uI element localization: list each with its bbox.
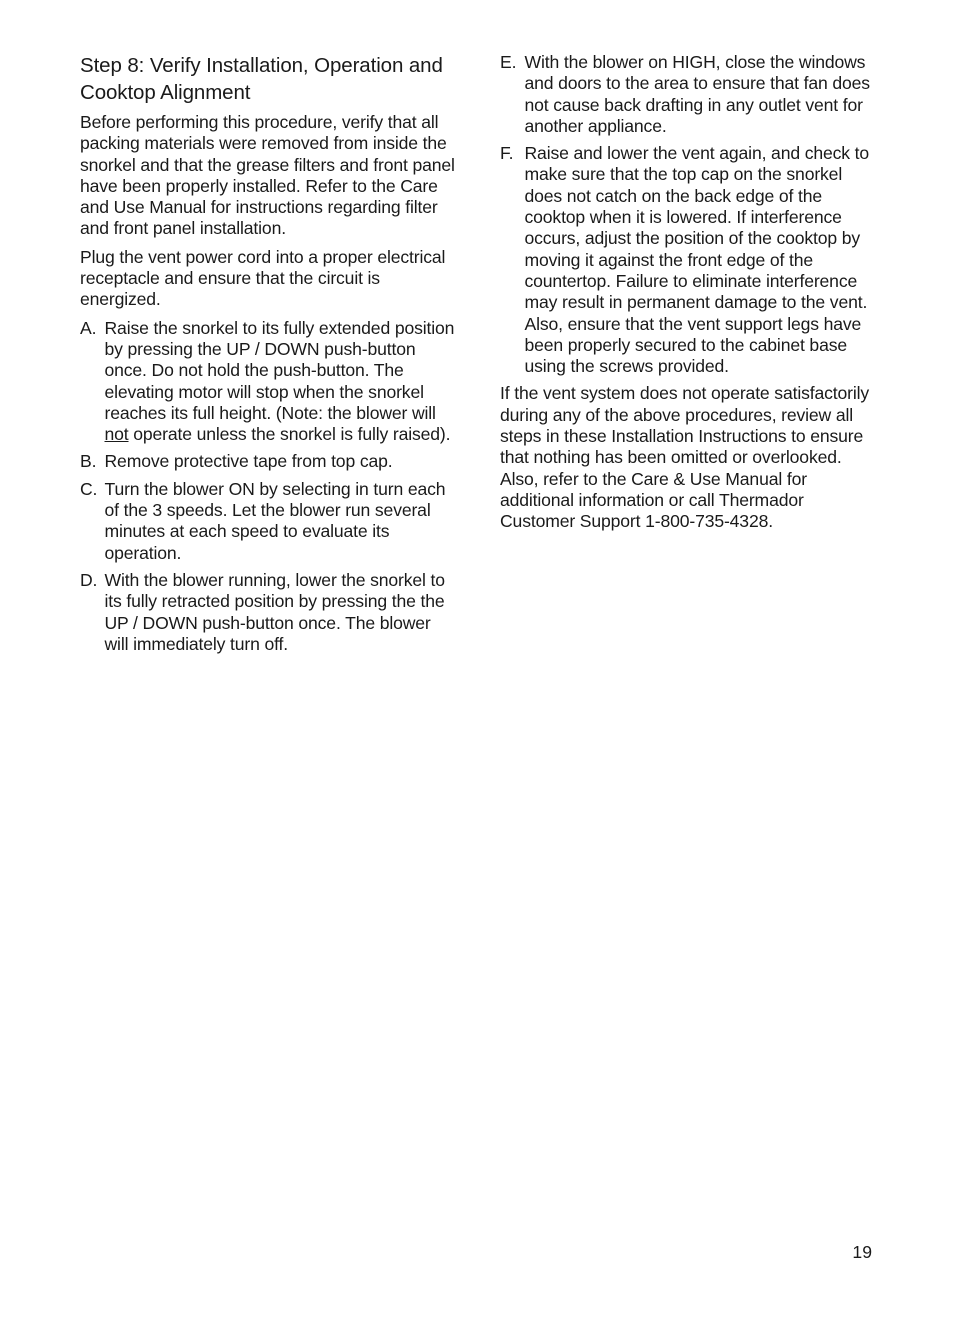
step-b-marker: B. <box>80 451 97 472</box>
step-c-marker: C. <box>80 478 98 499</box>
closing-paragraph: If the vent system does not operate satisfactorily during any of the above procedures, review all steps in these Installation Instructions to ensure that nothing has been omitted or overlooked. Also, refer to the Care & Use Manual for additional information or call Thermador Customer Support 1-800-735-4328. <box>500 383 869 532</box>
intro-paragraph: Before performing this procedure, verify that all packing materials were removed from inside the snorkel and that the grease filters and front panel have been properly installed. Refer to the Care and Use Manual for instructions regarding filter and front panel installation. <box>80 112 455 239</box>
step-a-marker: A. <box>80 317 97 338</box>
step-a-text <box>105 318 459 446</box>
step-b-text: Remove protective tape from top cap. <box>104 451 393 472</box>
step-b <box>80 451 458 472</box>
step-f <box>500 143 878 377</box>
step-a <box>80 318 458 446</box>
step-e-marker: E. <box>500 52 517 72</box>
step-c-text: Turn the blower ON by selecting in turn each of the 3 speeds. Let the blower run several minutes at each speed to evaluate its operation. <box>104 478 446 563</box>
step-c <box>80 479 458 564</box>
step-f-text: Raise and lower the vent again, and check to make sure that the top cap on the snorkel does not catch on the back edge of the cooktop when it is lowered. If interference occurs, adjust the position of the cooktop by moving it against the front edge of the countertop. Failure to eliminate interference may result in permanent damage to the vent. Also, ensure that the vent support legs have been properly secured to the cabinet base using the screws provided. <box>524 143 870 377</box>
step-f-marker: F. <box>500 143 514 164</box>
power-paragraph: Plug the vent power cord into a proper electrical receptacle and ensure that the circuit is energized. <box>80 246 446 310</box>
step-a-text-after: operate unless the snorkel is fully raised). <box>128 424 451 445</box>
page-number: 19 <box>852 1242 872 1262</box>
section-heading: Step 8: Verify Installation, Operation and Cooktop Alignment <box>80 54 443 104</box>
step-a-emphasis: not <box>104 424 129 445</box>
step-d-text: With the blower running, lower the snorkel to its fully retracted position by pressing the the UP / DOWN push-button once. The blower will immediately turn off. <box>104 569 445 654</box>
step-d <box>80 570 458 655</box>
step-e-text: With the blower on HIGH, close the windows and doors to the area to ensure that fan does not cause back drafting in any outlet vent for another appliance. <box>524 52 870 136</box>
step-e <box>500 52 878 137</box>
right-column <box>500 52 878 540</box>
step-a-text-before: Raise the snorkel to its fully extended position by pressing the UP / DOWN push-button once. Do not hold the push-button. The elevating motor will stop when the snorkel reaches its full height. (Note: the blower will <box>104 317 455 423</box>
step-d-marker: D. <box>80 569 98 590</box>
left-column <box>80 52 458 661</box>
